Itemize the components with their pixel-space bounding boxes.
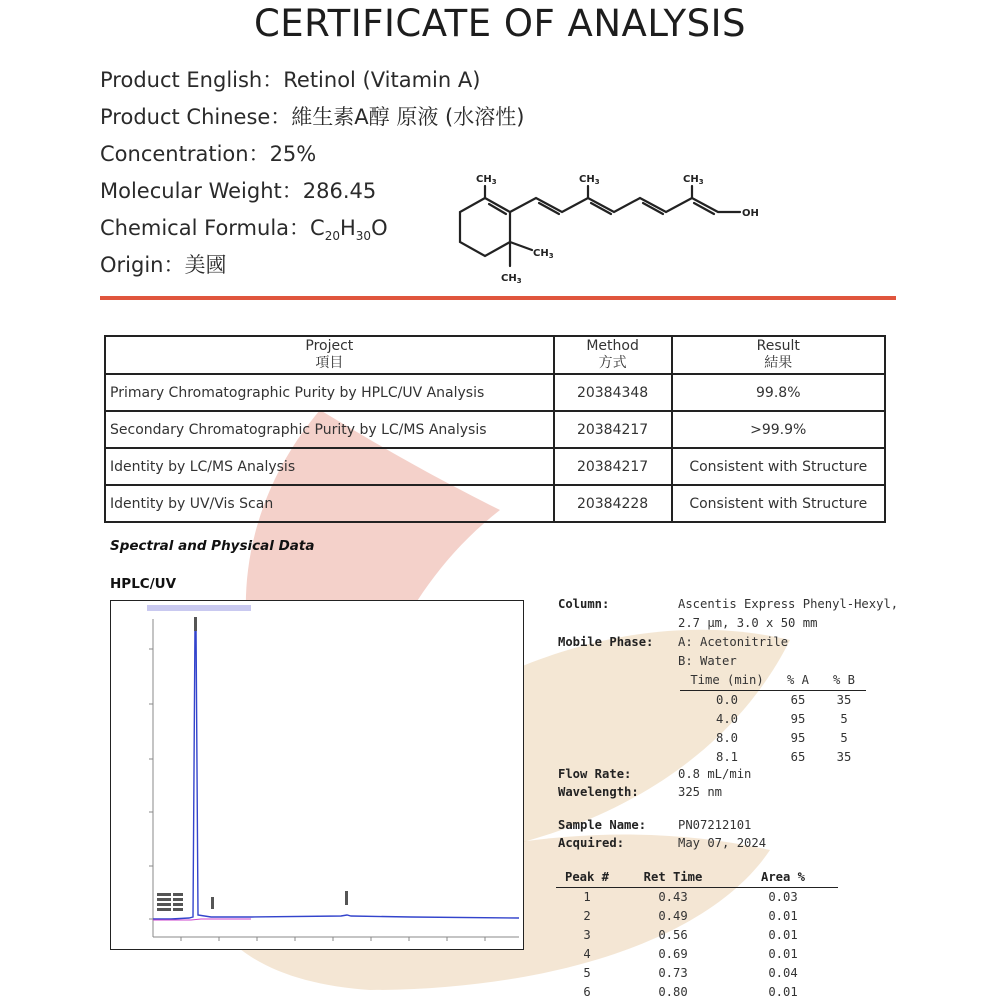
ch3-label-gem-1: $CH_3$ [533, 248, 554, 260]
mobile-phase-b: B: Water [678, 654, 737, 668]
spectral-section-title: Spectral and Physical Data [110, 538, 315, 554]
ch3-label-chain-1: $CH_3$ [579, 174, 600, 186]
column-value-line-1: Ascentis Express Phenyl-Hexyl, [678, 597, 899, 611]
molecular-weight-value: 286.45 [302, 179, 377, 203]
gradient-row: 8.0 95 5 [715, 731, 848, 745]
chromatogram-header-strip [147, 605, 251, 611]
peak-header-area: Area % [760, 870, 806, 884]
chromatogram-ticks [149, 649, 485, 941]
peak-row: 2 0.49 0.01 [583, 909, 798, 923]
result-cell: Consistent with Structure [672, 448, 885, 485]
gradient-header-row [680, 673, 866, 691]
early-peak-labels [157, 617, 348, 911]
mobile-phase-label: Mobile Phase: [558, 635, 654, 649]
acquired-value: May 07, 2024 [678, 836, 767, 850]
retinol-structure-diagram [440, 168, 770, 293]
hplc-chromatogram [110, 600, 524, 950]
project-cell: Identity by LC/MS Analysis [105, 448, 554, 485]
acquired-label: Acquired: [558, 836, 625, 850]
formula-h: H [339, 216, 356, 240]
method-cell: 20384348 [554, 374, 672, 411]
oh-label: OH [742, 208, 759, 219]
results-table [104, 335, 886, 523]
table-row [105, 448, 885, 485]
column-value-line-2: 2.7 µm, 3.0 x 50 mm [678, 616, 818, 630]
gradient-header-a: % A [786, 673, 809, 687]
gradient-row: 0.0 65 35 [715, 693, 852, 707]
wavelength-value: 325 nm [678, 785, 723, 799]
formula-h-sub: 30 [355, 229, 372, 244]
peak-row: 5 0.73 0.04 [583, 966, 798, 980]
table-row [105, 485, 885, 522]
product-chinese-row [100, 99, 524, 136]
sample-name-value: PN07212101 [678, 818, 752, 832]
gradient-row: 4.0 95 5 [715, 712, 848, 726]
peak-header-ret-time: Ret Time [643, 870, 703, 884]
peak-row: 1 0.43 0.03 [583, 890, 798, 904]
table-row [105, 374, 885, 411]
gradient-header-b: % B [832, 673, 855, 687]
chromatogram-plot [111, 601, 523, 949]
concentration-label: Concentration： [100, 142, 270, 166]
peak-header-number: Peak # [564, 870, 610, 884]
peak-header-row [556, 870, 838, 888]
chemical-formula-label: Chemical Formula： [100, 216, 311, 240]
chemical-formula-value [310, 216, 388, 244]
wavelength-label: Wavelength: [558, 785, 639, 799]
gradient-table [680, 673, 866, 767]
molecular-weight-label: Molecular Weight： [100, 179, 303, 203]
ch3-label-ring: $CH_3$ [476, 174, 497, 186]
product-chinese-value: 維生素A醇 原液 (水溶性) [291, 105, 525, 129]
origin-value: 美國 [184, 253, 227, 277]
project-cell: Primary Chromatographic Purity by HPLC/UV Analysis [105, 374, 554, 411]
product-english-value: Retinol (Vitamin A) [283, 68, 481, 92]
results-header-row [105, 336, 885, 374]
header-method: Method 方式 [554, 336, 672, 374]
formula-o: O [371, 216, 388, 240]
method-cell: 20384228 [554, 485, 672, 522]
project-cell: Secondary Chromatographic Purity by LC/MS Analysis [105, 411, 554, 448]
ch3-label-gem-2: $CH_3$ [501, 273, 522, 285]
table-row [105, 411, 885, 448]
page-title: CERTIFICATE OF ANALYSIS [253, 2, 747, 45]
gradient-header-time: Time (min) [690, 673, 764, 687]
peak-row: 3 0.56 0.01 [583, 928, 798, 942]
ch3-label-chain-2: $CH_3$ [683, 174, 704, 186]
concentration-value: 25% [269, 142, 317, 166]
peak-row: 4 0.69 0.01 [583, 947, 798, 961]
peak-row: 6 0.80 0.01 [583, 985, 798, 999]
mobile-phase-a: A: Acetonitrile [678, 635, 789, 649]
formula-c: C [310, 216, 325, 240]
result-cell: 99.8% [672, 374, 885, 411]
product-english-label: Product English： [100, 68, 284, 92]
hplc-title: HPLC/UV [110, 576, 177, 592]
header-divider [100, 296, 896, 300]
method-cell: 20384217 [554, 448, 672, 485]
gradient-row: 8.1 65 35 [715, 750, 852, 764]
sample-name-label: Sample Name: [558, 818, 647, 832]
formula-c-sub: 20 [324, 229, 340, 244]
peak-table [556, 870, 838, 1002]
column-label: Column: [558, 597, 610, 611]
flow-rate-label: Flow Rate: [558, 767, 632, 781]
product-english-row [100, 62, 524, 99]
result-cell: >99.9% [672, 411, 885, 448]
header-project: Project 項目 [105, 336, 554, 374]
project-cell: Identity by UV/Vis Scan [105, 485, 554, 522]
origin-label: Origin： [100, 253, 185, 277]
flow-rate-value: 0.8 mL/min [678, 767, 752, 781]
result-cell: Consistent with Structure [672, 485, 885, 522]
product-chinese-label: Product Chinese： [100, 105, 292, 129]
header-result: Result 結果 [672, 336, 885, 374]
chromatogram-trace [153, 623, 519, 919]
method-cell: 20384217 [554, 411, 672, 448]
